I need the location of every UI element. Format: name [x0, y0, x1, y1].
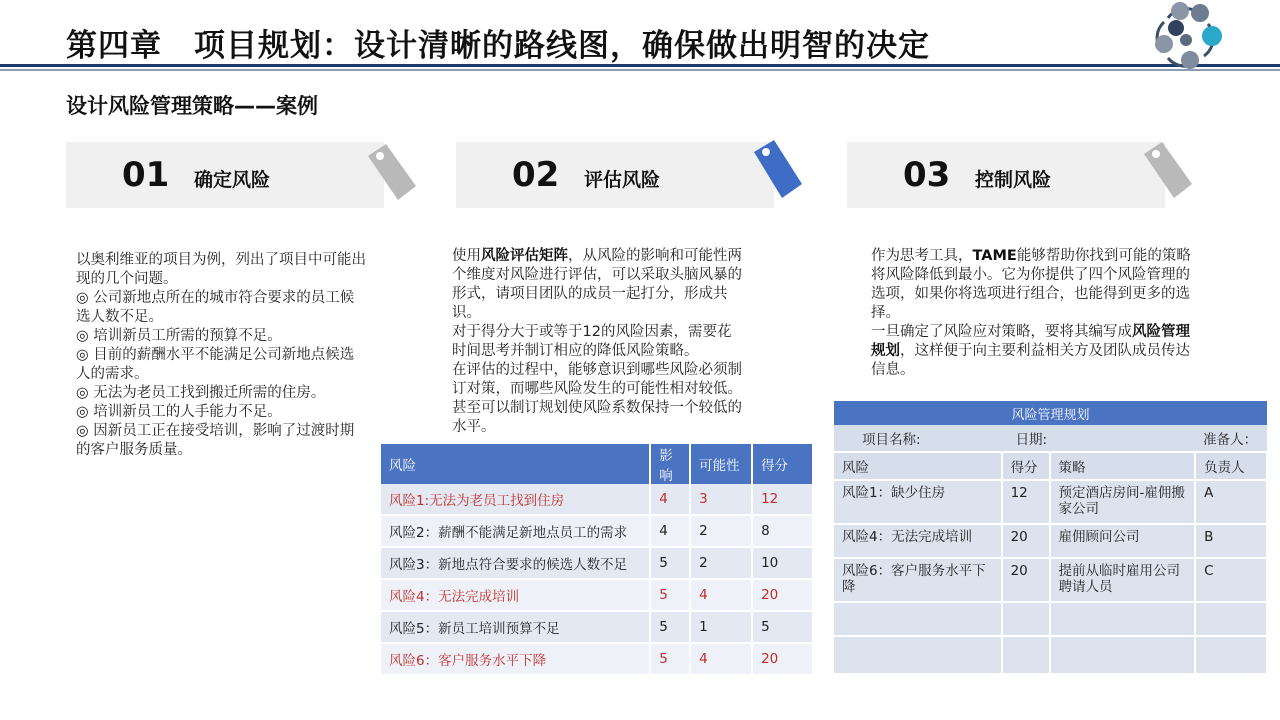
text-run: ，从风险的影响和可能性两个维度对风险进行评估，可以采取头脑风暴的形式，请项目团队的成员一起打分，形成共识。	[452, 248, 742, 321]
text-emphasis: 风险管理规划	[871, 324, 1190, 359]
table-cell: 风险6：客户服务水平下降	[834, 558, 1002, 602]
assess-paragraph: 在评估的过程中，能够意识到哪些风险必须制订对策，而哪些风险发生的可能性相对较低。甚至可以制订规划使风险系数保持一个较低的水平。	[452, 362, 742, 435]
table-cell	[1002, 636, 1050, 673]
step-number: 01	[122, 155, 170, 195]
page-title: 第四章 项目规划：设计清晰的路线图，确保做出明智的决定	[66, 28, 930, 64]
preparer-label: 准备人：	[1195, 425, 1267, 452]
logo-icon	[1146, 0, 1226, 70]
column-header: 风险	[381, 444, 650, 484]
column-header: 负责人	[1195, 452, 1267, 480]
project-name-label: 项目名称:	[834, 425, 1002, 452]
list-item	[76, 422, 368, 460]
table-cell: 风险1:无法为老员工找到住房	[381, 484, 650, 515]
step-card-identify	[66, 142, 384, 208]
bullet-icon: ◎	[76, 347, 89, 363]
table-row	[381, 579, 813, 611]
step-label: 确定风险	[194, 168, 271, 191]
column-header: 策略	[1050, 452, 1196, 480]
text-run: ，这样便于向主要利益相关方及团队成员传达信息。	[871, 343, 1190, 378]
table-header-row	[834, 452, 1267, 480]
table-cell: 2	[690, 547, 752, 579]
table-row	[381, 547, 813, 579]
list-item-text: 因新员工正在接受培训，影响了过渡时期的客户服务质量。	[76, 423, 355, 458]
header-rule	[0, 64, 1280, 67]
table-row	[381, 611, 813, 643]
table-row-empty	[834, 602, 1267, 636]
table-cell	[1002, 602, 1050, 636]
tag-icon	[360, 142, 420, 204]
table-cell	[834, 602, 1002, 636]
table-cell: 风险2：薪酬不能满足新地点员工的需求	[381, 515, 650, 547]
list-item-text: 目前的薪酬水平不能满足公司新地点候选人的需求。	[76, 347, 355, 382]
table-title: 风险管理规划	[834, 401, 1267, 425]
table-cell: 4	[650, 515, 690, 547]
step-card-assess	[456, 142, 774, 208]
table-header-row	[381, 444, 813, 484]
table-cell: 20	[1002, 524, 1050, 558]
table-cell: 8	[752, 515, 813, 547]
table-meta-row	[834, 425, 1267, 452]
risk-management-plan-table	[834, 401, 1268, 673]
table-cell: 5	[650, 547, 690, 579]
column-header: 影响	[650, 444, 690, 484]
table-cell	[834, 636, 1002, 673]
table-cell: 4	[690, 579, 752, 611]
step-label: 控制风险	[975, 168, 1052, 191]
table-cell: 5	[650, 643, 690, 675]
assess-paragraph: 对于得分大于或等于12的风险因素，需要花时间思考并制订相应的降低风险策略。	[452, 324, 732, 359]
control-text	[871, 247, 1197, 380]
step-number: 03	[903, 155, 951, 195]
list-item	[76, 403, 368, 422]
table-cell: 5	[650, 611, 690, 643]
list-item-text: 培训新员工的人手能力不足。	[93, 404, 282, 420]
control-paragraph	[871, 247, 1197, 323]
bullet-icon: ◎	[76, 423, 89, 439]
list-item-text: 培训新员工所需的预算不足。	[93, 328, 282, 344]
text-run: 能够帮助你找到可能的策略将风险降低到最小。它为你提供了四个风险管理的选项，如果你将选项进行组合，也能得到更多的选择。	[871, 248, 1191, 321]
table-row	[381, 484, 813, 515]
step-label: 评估风险	[584, 168, 661, 191]
table-cell: 20	[1002, 558, 1050, 602]
table-title-row	[834, 401, 1267, 425]
text-run: 一旦确定了风险应对策略，要将其编写成	[871, 324, 1132, 340]
intro-text: 以奥利维亚的项目为例，列出了项目中可能出现的几个问题。	[76, 252, 366, 287]
table-cell	[1050, 602, 1196, 636]
assess-paragraph	[452, 247, 744, 323]
table-cell: 2	[690, 515, 752, 547]
table-cell: 12	[752, 484, 813, 515]
column-header: 可能性	[690, 444, 752, 484]
table-cell: B	[1195, 524, 1267, 558]
table-cell: 风险4：无法完成培训	[834, 524, 1002, 558]
table-cell: 12	[1002, 480, 1050, 524]
table-cell: 提前从临时雇用公司聘请人员	[1050, 558, 1196, 602]
table-row	[381, 643, 813, 675]
table-cell: 20	[752, 579, 813, 611]
list-item-text: 公司新地点所在的城市符合要求的员工候选人数不足。	[76, 290, 355, 325]
table-cell: 4	[690, 643, 752, 675]
bullet-icon: ◎	[76, 328, 89, 344]
table-cell: 10	[752, 547, 813, 579]
text-emphasis: 风险评估矩阵	[481, 248, 568, 264]
table-row	[834, 480, 1267, 524]
text-run: 使用	[452, 248, 481, 264]
table-cell: 风险4：无法完成培训	[381, 579, 650, 611]
tag-icon	[750, 138, 810, 200]
text-run: 作为思考工具，	[871, 248, 973, 264]
table-cell: 风险1：缺少住房	[834, 480, 1002, 524]
table-row	[834, 524, 1267, 558]
tag-icon	[1138, 140, 1198, 202]
table-cell: 1	[690, 611, 752, 643]
table-cell: 20	[752, 643, 813, 675]
section-subtitle: 设计风险管理策略——案例	[66, 94, 318, 118]
step-card-control	[847, 142, 1165, 208]
column-header: 得分	[1002, 452, 1050, 480]
risk-assessment-table	[381, 444, 814, 676]
list-item	[76, 327, 368, 346]
control-paragraph	[871, 323, 1197, 380]
table-cell: 雇佣顾问公司	[1050, 524, 1196, 558]
table-cell: 预定酒店房间-雇佣搬家公司	[1050, 480, 1196, 524]
table-cell	[1195, 636, 1267, 673]
table-cell: 5	[650, 579, 690, 611]
table-row	[834, 558, 1267, 602]
column-header: 得分	[752, 444, 813, 484]
bullet-icon: ◎	[76, 290, 89, 306]
table-cell	[1050, 636, 1196, 673]
list-item	[76, 384, 368, 403]
table-cell: 3	[690, 484, 752, 515]
table-cell: 风险6：客户服务水平下降	[381, 643, 650, 675]
table-cell: 风险3：新地点符合要求的候选人数不足	[381, 547, 650, 579]
table-row	[381, 515, 813, 547]
table-cell: 风险5：新员工培训预算不足	[381, 611, 650, 643]
table-cell	[1195, 602, 1267, 636]
column-header: 风险	[834, 452, 1002, 480]
table-cell: 5	[752, 611, 813, 643]
date-label: 日期:	[1002, 425, 1196, 452]
table-cell: C	[1195, 558, 1267, 602]
list-item	[76, 346, 368, 384]
bullet-icon: ◎	[76, 404, 89, 420]
identify-text	[76, 251, 368, 460]
list-item-text: 无法为老员工找到搬迁所需的住房。	[93, 385, 326, 401]
bullet-icon: ◎	[76, 385, 89, 401]
text-emphasis: TAME	[972, 248, 1017, 264]
table-cell: A	[1195, 480, 1267, 524]
header-rule-secondary	[0, 69, 1280, 71]
step-number: 02	[512, 155, 560, 195]
list-item	[76, 289, 368, 327]
table-cell: 4	[650, 484, 690, 515]
assess-text	[452, 247, 744, 437]
table-row-empty	[834, 636, 1267, 673]
